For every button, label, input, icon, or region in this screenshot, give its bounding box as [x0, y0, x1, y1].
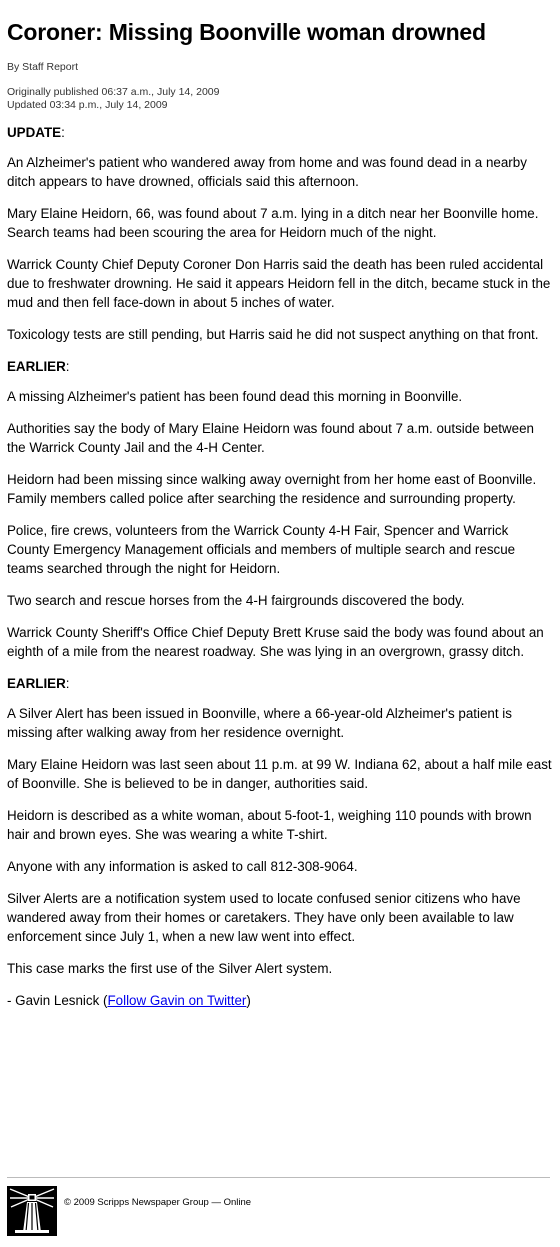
- article-paragraph: Silver Alerts are a notification system used to locate confused senior citizens who have wandered away from their homes or caretakers. They have only been available to law enforcement since July 1, when a new law went into effect.: [7, 891, 521, 944]
- article-body: [7, 123, 552, 1010]
- article-paragraph: Mary Elaine Heidorn was last seen about 11 p.m. at 99 W. Indiana 62, about a half mile east of Boonville. She is believed to be in danger, authorities said.: [7, 757, 552, 791]
- updated-timestamp: Updated 03:34 p.m., July 14, 2009: [7, 99, 168, 111]
- section-heading-earlier: EARLIER:: [7, 359, 70, 374]
- article-paragraph: Heidorn had been missing since walking away overnight from her home east of Boonville. Family members called police after searching the residence and surrounding property.: [7, 472, 537, 506]
- footer-divider: [7, 1177, 550, 1178]
- article-paragraph: Warrick County Chief Deputy Coroner Don Harris said the death has been ruled accidental due to freshwater drowning. He said it appears Heidorn fell in the ditch, became stuck in the mud and then fell face-down in about 5 inches of water.: [7, 257, 551, 310]
- page-footer: [7, 1186, 550, 1238]
- article-paragraph: Two search and rescue horses from the 4-H fairgrounds discovered the body.: [7, 593, 465, 608]
- author-signoff: - Gavin Lesnick (Follow Gavin on Twitter): [7, 993, 251, 1008]
- article-paragraph: An Alzheimer's patient who wandered away from home and was found dead in a nearby ditch appears to have drowned, officials said this afternoon.: [7, 155, 527, 189]
- article-paragraph: A missing Alzheimer's patient has been found dead this morning in Boonville.: [7, 389, 463, 404]
- article-paragraph: Toxicology tests are still pending, but Harris said he did not suspect anything on that front.: [7, 327, 539, 342]
- article-paragraph: Heidorn is described as a white woman, about 5-foot-1, weighing 110 pounds with brown hair and brown eyes. She was wearing a white T-shirt.: [7, 808, 532, 842]
- article-paragraph: This case marks the first use of the Silver Alert system.: [7, 961, 333, 976]
- lighthouse-logo-icon: [7, 1186, 57, 1236]
- section-heading-update: UPDATE:: [7, 125, 65, 140]
- article-byline: By Staff Report: [7, 61, 79, 73]
- article-paragraph: Warrick County Sheriff's Office Chief Deputy Brett Kruse said the body was found about an eighth of a mile from the nearest roadway. She was lying in an overgrown, grassy ditch.: [7, 625, 544, 659]
- article-paragraph: A Silver Alert has been issued in Boonville, where a 66-year-old Alzheimer's patient is missing after walking away from her residence overnight.: [7, 706, 512, 740]
- copyright-text: © 2009 Scripps Newspaper Group — Online: [64, 1197, 252, 1208]
- article-paragraph: Anyone with any information is asked to call 812-308-9064.: [7, 859, 358, 874]
- article-paragraph: Police, fire crews, volunteers from the Warrick County 4-H Fair, Spencer and Warrick County Emergency Management officials and members of multiple search and rescue teams searched through the night for Heidorn.: [7, 523, 516, 576]
- article-headline: Coroner: Missing Boonville woman drowned: [7, 19, 486, 45]
- article-paragraph: Authorities say the body of Mary Elaine Heidorn was found about 7 a.m. outside between the Warrick County Jail and the 4-H Center.: [7, 421, 535, 455]
- article-paragraph: Mary Elaine Heidorn, 66, was found about 7 a.m. lying in a ditch near her Boonville home. Search teams had been scouring the area for Heidorn much of the night.: [7, 206, 539, 240]
- section-heading-earlier: EARLIER:: [7, 676, 70, 691]
- article-dates: [7, 86, 552, 112]
- follow-twitter-link[interactable]: Follow Gavin on Twitter: [107, 993, 247, 1008]
- article-page: [7, 18, 552, 1023]
- published-timestamp: Originally published 06:37 a.m., July 14, 2009: [7, 86, 220, 98]
